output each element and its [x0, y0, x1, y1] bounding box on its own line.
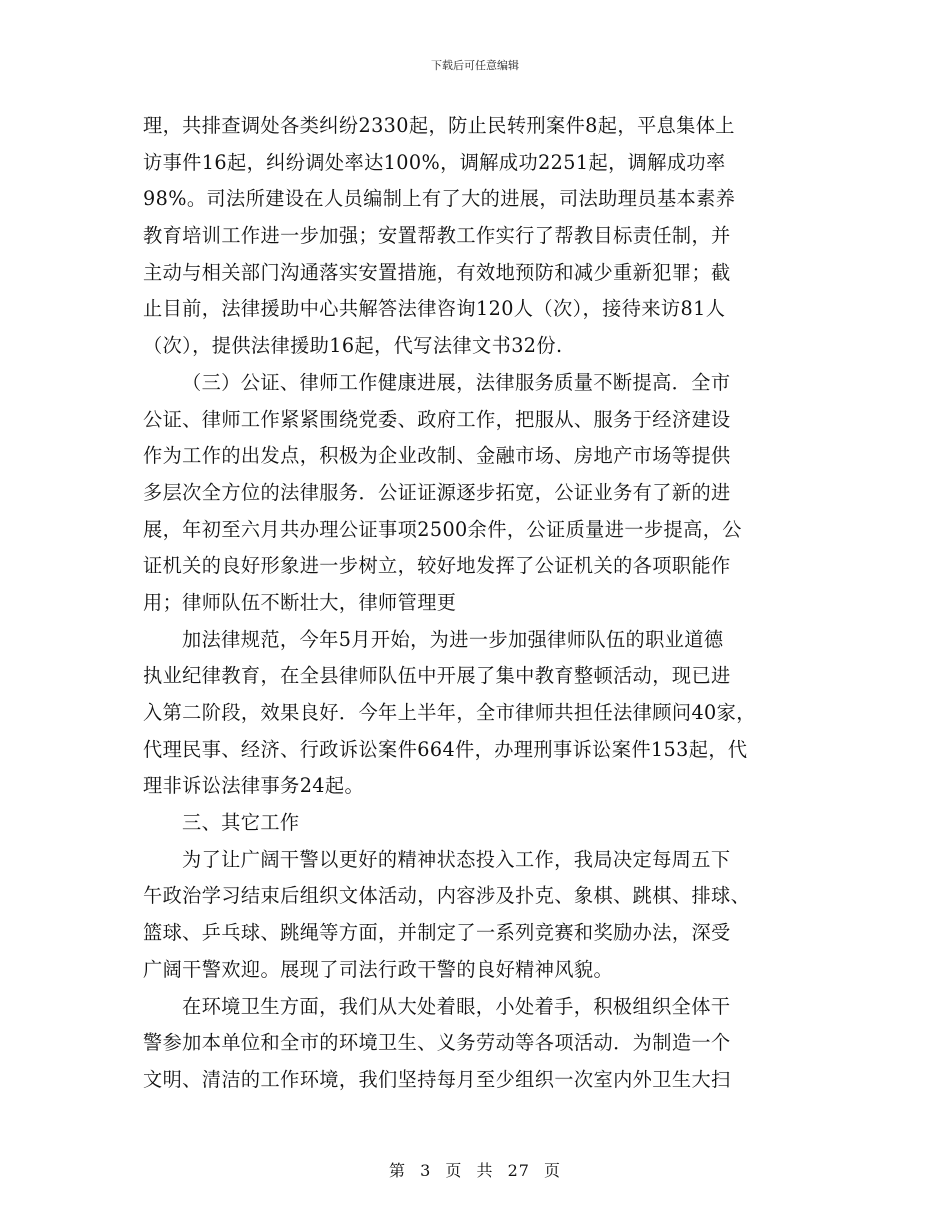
footer-page-word: 页	[445, 1161, 463, 1180]
text-line: 理非诉讼法律事务24起。	[143, 774, 365, 798]
text-line: 三、其它工作	[182, 811, 300, 835]
text-line: 代理民事、经济、行政诉讼案件664件，办理刑事诉讼案件153起，代	[143, 737, 748, 761]
text-line: 警参加本单位和全市的环境卫生、义务劳动等各项活动．为制造一个	[143, 1031, 731, 1055]
text-line: 入第二阶段，效果良好．今年上半年，全市律师共担任法律顾问40家，	[143, 701, 756, 724]
text-line: 执业纪律教育，在全县律师队伍中开展了集中教育整顿活动，现已进	[143, 664, 731, 688]
text-line: 止目前，法律援助中心共解答法律咨询120人（次），接待来访81人	[143, 297, 726, 321]
text-line: 访事件16起，纠纷调处率达100%，调解成功2251起，调解成功率	[143, 150, 726, 174]
footer-total-word: 共	[476, 1161, 494, 1180]
text-line: 理，共排查调处各类纠纷2330起，防止民转刑案件8起，平息集体上	[143, 114, 735, 137]
text-line: 主动与相关部门沟通落实安置措施，有效地预防和减少重新犯罪；截	[143, 260, 731, 284]
text-line: 公证、律师工作紧紧围绕党委、政府工作，把服从、服务于经济建设	[143, 407, 731, 431]
footer-suffix: 页	[544, 1161, 562, 1180]
text-line: （三）公证、律师工作健康进展，法律服务质量不断提高．全市	[182, 370, 731, 394]
text-line: 为了让广阔干警以更好的精神状态投入工作，我局决定每周五下	[182, 847, 731, 871]
text-line: 教育培训工作进一步加强；安置帮教工作实行了帮教目标责任制，并	[143, 224, 731, 248]
page-footer	[0, 1158, 950, 1181]
footer-total-pages: 27	[507, 1161, 530, 1180]
page-header: 下载后可任意编辑	[431, 59, 519, 72]
text-line: 篮球、乒乓球、跳绳等方面，并制定了一系列竞赛和奖励办法，深受	[143, 921, 731, 945]
text-line: 加法律规范，今年5月开始，为进一步加强律师队伍的职业道德	[182, 627, 724, 651]
text-line: 作为工作的出发点，积极为企业改制、金融市场、房地产市场等提供	[143, 444, 731, 468]
text-line: 展，年初至六月共办理公证事项2500余件，公证质量进一步提高，公	[143, 517, 742, 541]
text-line: 98%。司法所建设在人员编制上有了大的进展，司法助理员基本素养	[143, 187, 736, 211]
text-line: 证机关的良好形象进一步树立，较好地发挥了公证机关的各项职能作	[143, 554, 731, 578]
text-line: （次），提供法律援助16起，代写法律文书32份.	[143, 334, 563, 358]
footer-prefix: 第	[388, 1161, 406, 1180]
text-line: 用；律师队伍不断壮大，律师管理更	[143, 590, 457, 614]
text-line: 广阔干警欢迎。展现了司法行政干警的良好精神风貌。	[143, 957, 614, 981]
text-line: 在环境卫生方面，我们从大处着眼，小处着手，积极组织全体干	[182, 994, 731, 1018]
text-line: 多层次全方位的法律服务．公证证源逐步拓宽，公证业务有了新的进	[143, 480, 731, 504]
document-body	[143, 108, 810, 1099]
footer-page-number: 3	[420, 1161, 432, 1180]
text-line: 午政治学习结束后组织文体活动，内容涉及扑克、象棋、跳棋、排球、	[143, 884, 751, 908]
text-line: 文明、清洁的工作环境，我们坚持每月至少组织一次室内外卫生大扫	[143, 1067, 731, 1091]
